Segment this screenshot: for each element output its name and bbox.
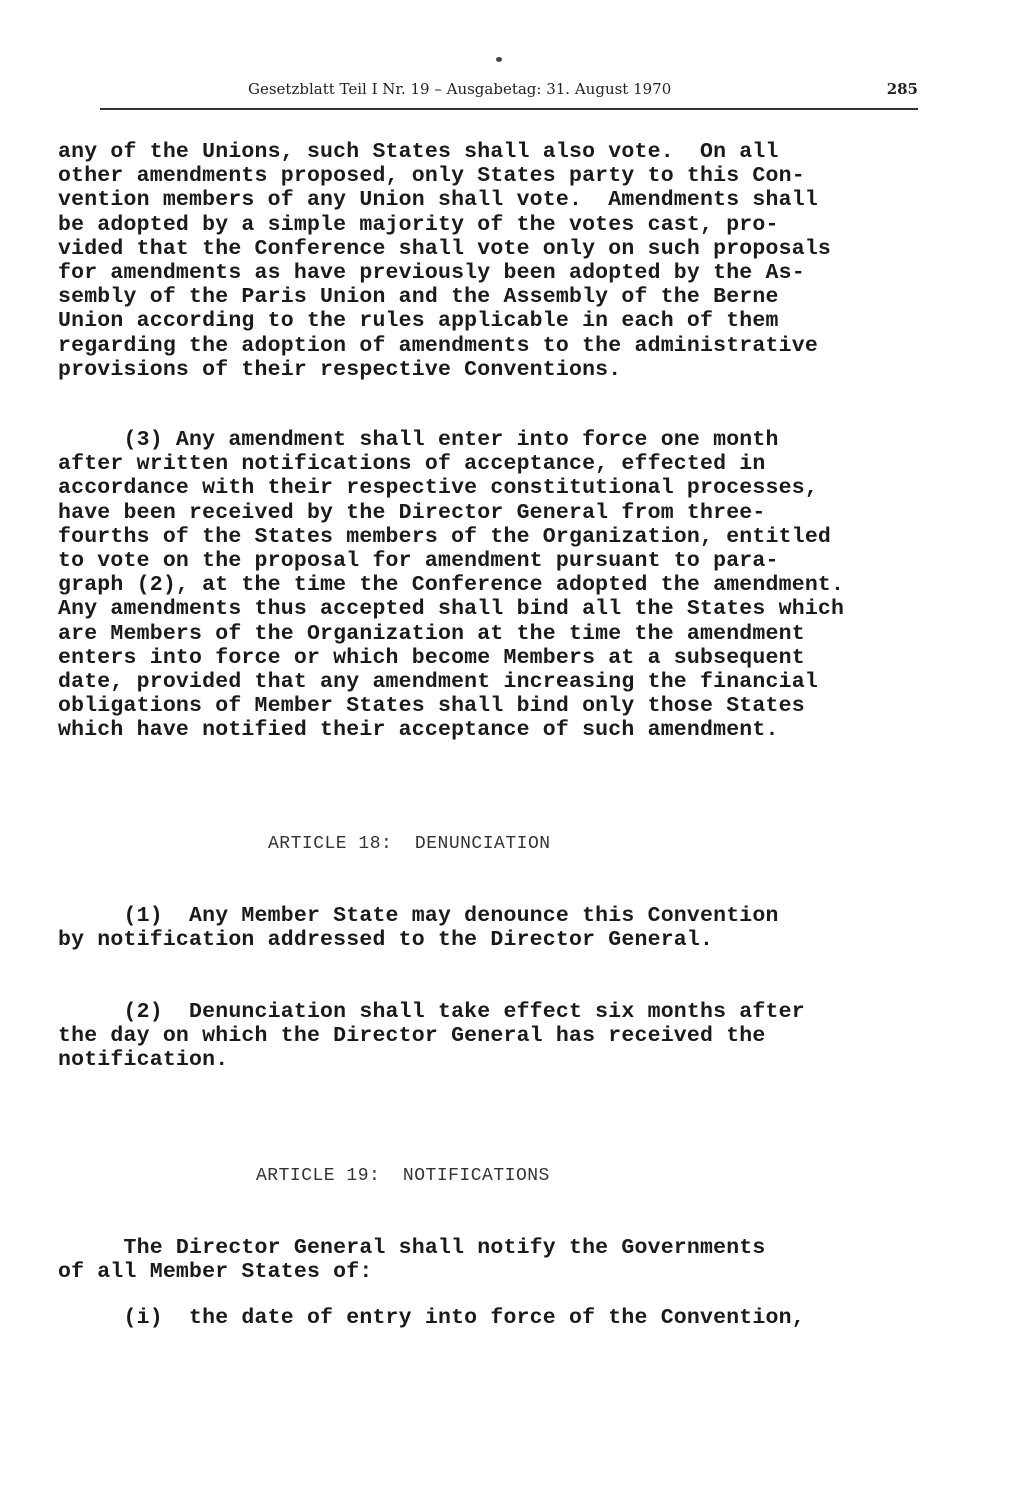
text-line: graph (2), at the time the Conference adopted the amendment. [58,573,845,598]
text-line: are Members of the Organization at the time the amendment [58,621,805,646]
text-line: accordance with their respective constitutional processes, [58,476,818,501]
text-line: The Director General shall notify the Governments [58,1236,766,1260]
text-line: (3) Any amendment shall enter into force one month [58,428,779,452]
text-line: Any amendments thus accepted shall bind all the States which [58,597,845,622]
article-19-heading: ARTICLE 19: NOTIFICATIONS [256,1166,550,1186]
text-line: be adopted by a simple majority of the votes cast, pro- [58,212,779,237]
text-line: obligations of Member States shall bind only those States [58,694,805,719]
paragraph-continued [58,140,908,382]
text-line: by notification addressed to the Director General. [58,928,714,953]
article-18-paragraph-2 [58,1000,908,1073]
text-line: enters into force or which become Members at a subsequent [58,645,805,670]
text-line: regarding the adoption of amendments to the administrative [58,333,818,358]
article-19-intro [58,1236,908,1284]
text-line: (1) Any Member State may denounce this Convention [58,904,779,928]
page-number: 285 [886,80,918,98]
header-rule [100,108,918,110]
article-18-heading: ARTICLE 18: DENUNCIATION [268,834,551,854]
text-line: (i) the date of entry into force of the Convention, [58,1306,805,1330]
text-line: (2) Denunciation shall take effect six months after [58,1000,805,1024]
text-line: any of the Unions, such States shall also vote. On all [58,140,779,164]
text-line: vided that the Conference shall vote only on such proposals [58,236,832,261]
text-line: the day on which the Director General has received the [58,1024,766,1049]
text-line: for amendments as have previously been adopted by the As- [58,261,805,286]
text-line: sembly of the Paris Union and the Assembly of the Berne [58,285,779,310]
text-line: provisions of their respective Conventions. [58,357,622,382]
article-18-paragraph-1 [58,904,908,952]
article-19-item-i [58,1306,908,1330]
text-line: which have notified their acceptance of such amendment. [58,718,779,743]
text-line: date, provided that any amendment increasing the financial [58,670,818,695]
text-line: Union according to the rules applicable in each of them [58,309,779,334]
paragraph-3 [58,428,908,743]
text-line: have been received by the Director General from three- [58,500,766,525]
text-line: vention members of any Union shall vote. Amendments shall [58,188,818,213]
running-header [248,80,918,98]
text-line: other amendments proposed, only States party to this Con- [58,164,805,189]
text-line: after written notifications of acceptance, effected in [58,452,766,477]
text-line: to vote on the proposal for amendment pursuant to para- [58,549,779,574]
running-title: Gesetzblatt Teil I Nr. 19 – Ausgabetag: 31. August 1970 [248,80,672,98]
text-line: of all Member States of: [58,1260,373,1285]
text-line: notification. [58,1048,229,1073]
page-mark-dot [496,57,502,62]
text-line: fourths of the States members of the Organization, entitled [58,524,832,549]
